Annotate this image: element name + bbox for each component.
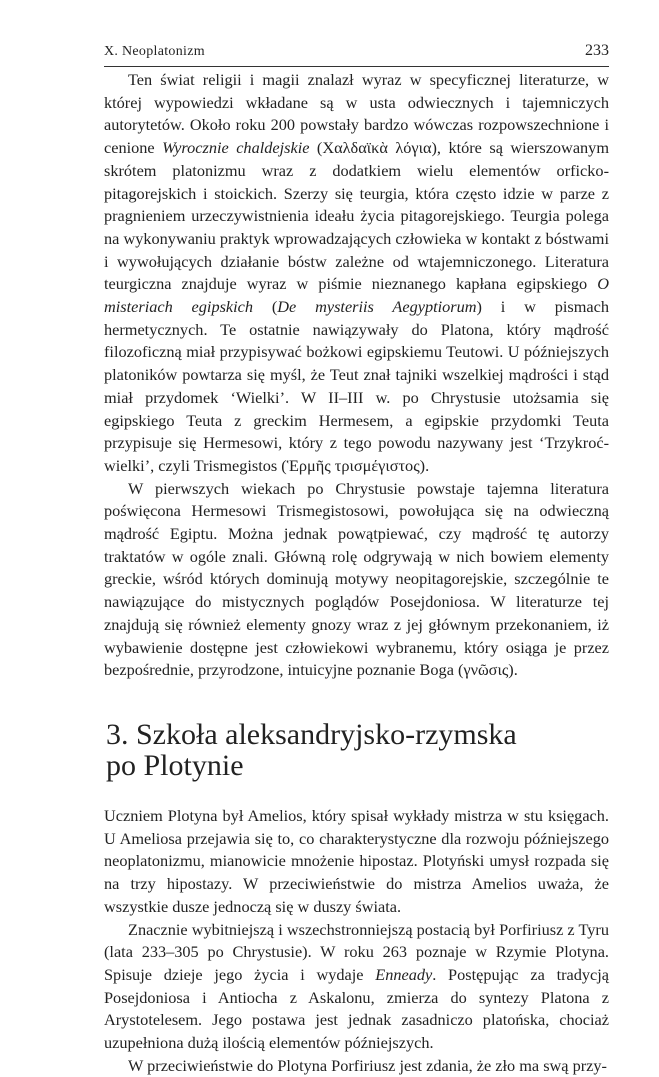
- page-number: 233: [585, 42, 609, 59]
- text-run: (Χαλδαϊκὰ λόγια), które są wierszowanym skrótem platonizmu wraz z dodatkiem wielu elementów orficko-pitagorejskich i stoickich. Szerzy się teurgia, która często idzie w parze z pragnieniem urzeczywistnienia ideału życia pitagorejskiego. Teurgia polega na wykonywaniu praktyk wprowadzających człowieka w kontakt z bóstwami i wywołujących działanie bóstw zależne od wtajemniczonego. Literatura teurgiczna znajduje wyraz w piśmie nieznanego kapłana egipskiego: [104, 138, 609, 294]
- paragraph-3: Uczniem Plotyna był Amelios, który spisał wykłady mistrza w stu księgach. U Ameliosa przejawia się to, co charakterystyczne dla rozwoju późniejszego neoplatonizmu, mianowicie mnożenie hipostaz. Plotyński umysł rozpada się na trzy hipostazy. W przeciwieństwie do mistrza Amelios uważa, że wszystkie dusze jednoczą się w duszy świata.: [104, 805, 609, 916]
- section-heading-line: po Plotynie: [106, 748, 244, 782]
- italic-title: Wyrocznie chaldejskie: [162, 138, 310, 158]
- text-run: . Postępując za tradycją Posejdoniosa i Antiocha z Askalonu, zmierza do syntezy Platona z Arystotelesem. Jego postawa jest jednak zasadniczo platońska, chociaż uzupełniona dużą ilością elementów późniejszych.: [104, 964, 609, 1053]
- paragraph-1: [104, 69, 609, 478]
- italic-title: De mysteriis Aegyptiorum: [277, 297, 477, 317]
- section-heading-line: 3. Szkoła aleksandryjsko-rzymska: [106, 717, 517, 751]
- italic-title: Enneady: [375, 964, 433, 984]
- text-run: (: [253, 297, 278, 317]
- page-body: [104, 69, 609, 1077]
- paragraph-5: W przeciwieństwie do Plotyna Porfiriusz jest zdania, że zło ma swą przy-: [128, 1055, 607, 1075]
- text-run: Ten świat religii i magii znalazł wyraz w specyficznej literaturze, w której wypowiedzi wkładane są w usta odwiecznych i tajemniczych autorytetów. Około roku 200 powstały bardzo wówczas rozpowszechnione i cenione: [104, 70, 609, 158]
- text-run: Znacznie wybitniejszą i wszechstronniejszą postacią był Porfiriusz z Tyru (lata 233–305 po Chrystusie). W roku 263 poznaje w Rzymie Plotyna. Spisuje dzieje jego życia i wydaje: [104, 919, 609, 984]
- header-rule: [104, 66, 609, 67]
- text-run: ) i w pismach hermetycznych. Te ostatnie nawiązywały do Platona, który mądrość filozoficzną miał przypisywać bożkowi egipskiemu Teutowi. U późniejszych platoników powtarza się myśl, że Teut znał tajniki wszelkiej mądrości i stąd miał przydomek ‘Wielki’. W II–III w. po Chrystusie utożsamia się egipskiego Teuta z greckim Hermesem, a egipskie przydomki Teuta przypisuje się Hermesowi, który z tego powodu nazywany jest ‘Trzykroć-wielki’, czyli Trismegistos (Ἑρμῆς τρισμέγιστος).: [104, 297, 609, 475]
- paragraph-2: W pierwszych wiekach po Chrystusie powstaje tajemna literatura poświęcona Hermesowi Trismegistosowi, powołująca się na odwieczną mądrość Egiptu. Można jednak powątpiewać, czy mądrość tę autorzy traktatów w ogóle znali. Główną rolę odgrywają w nich bowiem elementy greckie, wśród których dominują motywy neopitagorejskie, szczególnie te nawiązujące do mistycznych poglądów Posejdoniosa. W literaturze tej znajdują się również elementy gnozy wraz z jej głównym przekonaniem, iż wybawienie dostępne jest człowiekowi wybranemu, który osiąga je przez bezpośrednie, przyrodzone, intuicyjne poznanie Boga (γνῶσις).: [104, 478, 609, 680]
- paragraph-4: [104, 919, 609, 1055]
- italic-title: O misteriach egipskich: [104, 274, 609, 317]
- running-header: [104, 38, 609, 64]
- section-heading: [106, 719, 609, 781]
- running-title: X. Neoplatonizm: [104, 44, 205, 59]
